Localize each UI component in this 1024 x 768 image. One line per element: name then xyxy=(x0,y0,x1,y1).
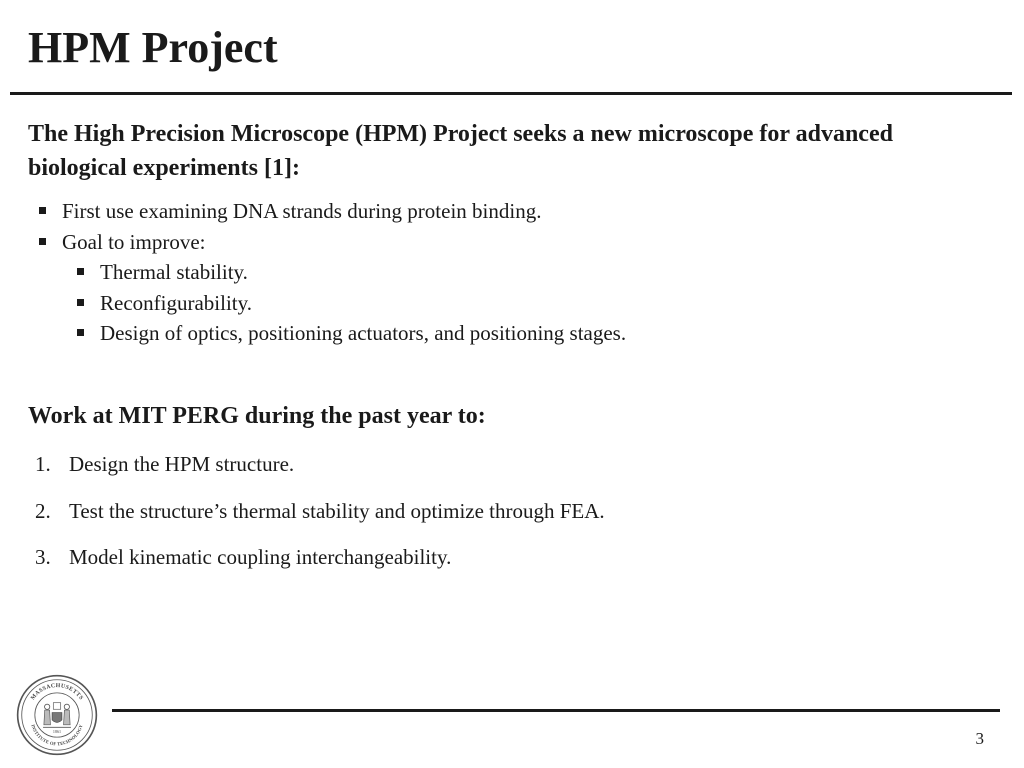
bullet-text: Design of optics, positioning actuators, and positioning stages. xyxy=(100,321,627,345)
svg-text:1861: 1861 xyxy=(52,729,62,735)
item-text: Model kinematic coupling interchangeability. xyxy=(69,545,452,569)
sub-bullet-item xyxy=(0,318,1000,349)
svg-text:INSTITUTE OF TECHNOLOGY: INSTITUTE OF TECHNOLOGY xyxy=(30,723,84,747)
bullet-item xyxy=(0,196,1000,227)
square-bullet-icon xyxy=(77,268,84,275)
item-number: 1. xyxy=(35,452,51,476)
square-bullet-icon xyxy=(39,238,46,245)
bullet-text: First use examining DNA strands during protein binding. xyxy=(62,199,542,223)
footer-divider xyxy=(112,709,1000,712)
bullet-text: Thermal stability. xyxy=(100,260,248,284)
page-number: 3 xyxy=(975,729,984,748)
bullet-list xyxy=(0,196,1000,349)
sub-bullet-item xyxy=(0,257,1000,288)
svg-text:MASSACHUSETTS: MASSACHUSETTS xyxy=(30,683,84,702)
square-bullet-icon xyxy=(77,299,84,306)
square-bullet-icon xyxy=(39,207,46,214)
mit-seal-icon xyxy=(16,674,98,756)
sub-bullet-item xyxy=(0,288,1000,319)
section-heading: Work at MIT PERG during the past year to: xyxy=(28,403,486,429)
item-number: 3. xyxy=(35,545,51,569)
intro-paragraph: The High Precision Microscope (HPM) Project seeks a new microscope for advanced biological experiments [1]: xyxy=(28,121,893,181)
item-number: 2. xyxy=(35,498,51,523)
bullet-text: Reconfigurability. xyxy=(100,290,253,315)
item-text: Test the structure’s thermal stability and optimize through FEA. xyxy=(69,498,605,523)
bullet-item xyxy=(0,227,1000,258)
title-divider xyxy=(10,92,1012,95)
bullet-text: Goal to improve: xyxy=(62,229,206,254)
slide-title: HPM Project xyxy=(28,23,278,72)
item-text: Design the HPM structure. xyxy=(69,452,295,476)
square-bullet-icon xyxy=(77,329,84,336)
